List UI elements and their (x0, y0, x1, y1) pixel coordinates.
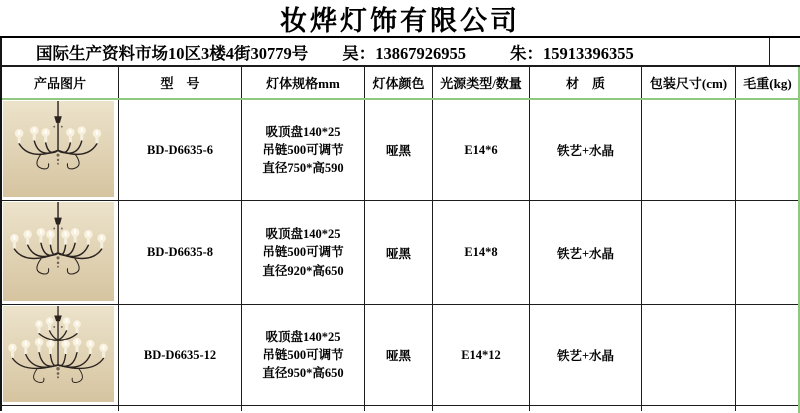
spec-line: 直径750*高590 (262, 161, 344, 176)
spec-line: 吊链500可调节 (262, 142, 344, 157)
spec-line: 吸顶盘140*25 (265, 329, 341, 344)
cell-model: BD-D6635-8 (119, 201, 242, 304)
header-light-source: 光源类型/数量 (433, 67, 530, 98)
cell-body-color: 哑黑 (365, 201, 433, 304)
stub-cell (530, 406, 642, 411)
stub-cell (365, 406, 433, 411)
header-gross-weight: 毛重(kg) (736, 67, 800, 98)
stub-cell (2, 406, 119, 411)
product-photo-chandelier-12-light (2, 305, 119, 405)
contact-zhu (510, 40, 634, 64)
cell-spec (242, 201, 365, 304)
chandelier-8-light-image (3, 202, 114, 301)
table-header-row (2, 67, 800, 100)
spec-line: 吊链500可调节 (262, 347, 344, 362)
cell-light-source: E14*12 (433, 305, 530, 405)
chandelier-6-light-image (3, 101, 114, 197)
cell-gross-weight (736, 201, 800, 304)
cell-material: 铁艺+水晶 (530, 100, 642, 200)
spec-line: 直径920*高650 (262, 263, 344, 278)
contact-info (2, 38, 770, 65)
stub-cell (119, 406, 242, 411)
chandelier-12-light-image (3, 306, 114, 402)
contact-row (2, 38, 800, 67)
stub-cell (433, 406, 530, 411)
contact-wu-phone: 13867926955 (375, 43, 466, 63)
product-photo-chandelier-6-light (2, 100, 119, 200)
product-row (2, 305, 800, 406)
spec-line: 吸顶盘140*25 (265, 124, 341, 139)
stub-cell (642, 406, 736, 411)
contact-zhu-label: 朱： (510, 43, 543, 63)
header-body-color: 灯体颜色 (365, 67, 433, 98)
spec-line: 吸顶盘140*25 (265, 227, 341, 242)
spec-line: 直径950*高650 (262, 366, 344, 381)
cell-body-color: 哑黑 (365, 305, 433, 405)
cell-light-source: E14*8 (433, 201, 530, 304)
cell-package-size (642, 100, 736, 200)
cell-body-color: 哑黑 (365, 100, 433, 200)
product-photo-chandelier-8-light (2, 201, 119, 304)
cell-model: BD-D6635-6 (119, 100, 242, 200)
partial-row (2, 406, 800, 411)
company-title: 妆烨灯饰有限公司 (0, 0, 800, 38)
cell-spec (242, 305, 365, 405)
contact-empty-cell (770, 38, 800, 65)
cell-gross-weight (736, 305, 800, 405)
address-text: 国际生产资料市场10区3楼4街30779号 (36, 43, 309, 63)
spec-line: 吊链500可调节 (262, 245, 344, 260)
cell-spec (242, 100, 365, 200)
product-row (2, 100, 800, 201)
stub-cell (242, 406, 365, 411)
product-row (2, 201, 800, 305)
header-body-spec: 灯体规格mm (242, 67, 365, 98)
header-product-image: 产品图片 (2, 67, 119, 98)
stub-cell (736, 406, 800, 411)
cell-light-source: E14*6 (433, 100, 530, 200)
contact-wu (342, 40, 466, 64)
cell-model: BD-D6635-12 (119, 305, 242, 405)
header-material: 材 质 (530, 67, 642, 98)
contact-wu-label: 吴： (342, 43, 376, 63)
header-model: 型 号 (119, 67, 242, 98)
contact-zhu-phone: 15913396355 (543, 43, 634, 63)
cell-material: 铁艺+水晶 (530, 305, 642, 405)
cell-material: 铁艺+水晶 (530, 201, 642, 304)
cell-gross-weight (736, 100, 800, 200)
cell-package-size (642, 201, 736, 304)
header-package-size: 包装尺寸(cm) (642, 67, 736, 98)
cell-package-size (642, 305, 736, 405)
